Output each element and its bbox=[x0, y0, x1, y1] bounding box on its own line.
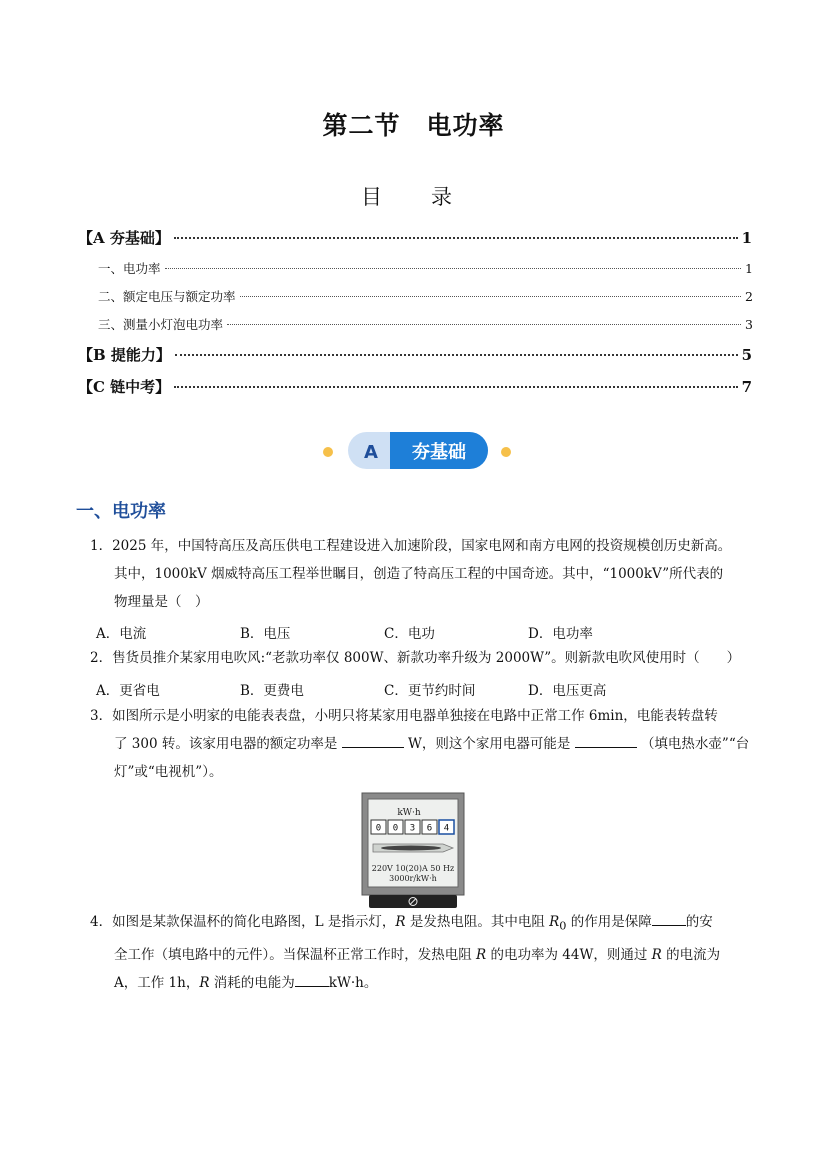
meter-unit: kW·h bbox=[397, 808, 421, 818]
q1-options bbox=[96, 622, 672, 642]
toc-entry-a[interactable] bbox=[78, 227, 752, 248]
q4-text: 的作用是保障 bbox=[566, 914, 652, 930]
badge-text: 夯基础 bbox=[412, 442, 466, 463]
meter-spec-1: 220V 10(20)A 50 Hz bbox=[371, 864, 455, 873]
toc-entry-page: 1 bbox=[741, 229, 752, 247]
q4-text: 的电功率为 44W，则通过 bbox=[486, 946, 652, 963]
q2-options bbox=[96, 679, 672, 699]
toc-entry-page: 1 bbox=[745, 261, 753, 276]
q4-symbol-r: R bbox=[476, 946, 487, 963]
q4-text: kW·h。 bbox=[328, 974, 378, 991]
toc-leader bbox=[240, 296, 742, 297]
q4-symbol-r0: R bbox=[549, 914, 560, 930]
meter-digit: 3 bbox=[409, 823, 416, 834]
q4-subscript: 0 bbox=[559, 919, 567, 933]
q4-symbol-r: R bbox=[651, 946, 662, 963]
question-4 bbox=[90, 908, 754, 997]
toc-entry-page: 7 bbox=[741, 378, 752, 396]
q3-line1: 3．如图所示是小明家的电能表表盘，小明只将某家用电器单独接在电路中正常工作 6min，电能表转盘转 bbox=[90, 708, 718, 724]
toc-entry-2[interactable] bbox=[78, 287, 753, 305]
q3-line2-part2: W，则这个家用电器可能是 bbox=[407, 736, 571, 752]
q2-option-a[interactable]: A．更省电 bbox=[96, 683, 160, 699]
q2-option-c[interactable]: C．更节约时间 bbox=[384, 683, 476, 699]
toc-entry-b[interactable] bbox=[78, 344, 752, 365]
q1-option-a[interactable]: A．电流 bbox=[96, 626, 147, 642]
section-heading: 一、电功率 bbox=[76, 501, 166, 522]
q1-option-d[interactable]: D．电功率 bbox=[528, 626, 593, 642]
toc-entry-label: 一、电功率 bbox=[98, 261, 161, 276]
q2-option-d[interactable]: D．电压更高 bbox=[528, 683, 607, 699]
meter-disc bbox=[381, 846, 441, 851]
meter-digit: 0 bbox=[375, 823, 382, 834]
q4-blank-energy[interactable] bbox=[295, 972, 329, 987]
q4-symbol-r: R bbox=[199, 974, 210, 991]
toc-leader bbox=[175, 354, 738, 356]
q4-text: 的安 bbox=[685, 914, 713, 930]
question-3 bbox=[90, 702, 754, 786]
question-1 bbox=[90, 532, 754, 616]
q4-text: 是发热电阻。其中电阻 bbox=[405, 914, 550, 930]
meter-spec-2: 3000r/kW·h bbox=[389, 874, 437, 883]
q3-line3: 灯”或“电视机”）。 bbox=[114, 764, 223, 780]
q4-symbol-r: R bbox=[395, 914, 406, 930]
toc-entry-label: 【C 链中考】 bbox=[78, 378, 171, 396]
q3-line2-part1: 了 300 转。该家用电器的额定功率是 bbox=[114, 736, 338, 752]
q4-text: 的电流为 bbox=[661, 946, 721, 963]
q4-text: 消耗的电能为 bbox=[209, 974, 295, 991]
toc-entry-label: 三、测量小灯泡电功率 bbox=[98, 317, 224, 332]
q1-line3: 物理量是（ ） bbox=[114, 594, 209, 610]
toc-heading: 目 录 bbox=[361, 185, 466, 209]
toc-entry-c[interactable] bbox=[78, 376, 752, 397]
toc-entry-label: 【B 提能力】 bbox=[78, 346, 171, 364]
section-badge bbox=[262, 430, 572, 472]
q1-line1: 1．2025 年，中国特高压及高压供电工程建设进入加速阶段，国家电网和南方电网的投资规模创历史新高。 bbox=[90, 538, 732, 554]
badge-dot-left bbox=[323, 447, 333, 457]
q4-blank-component[interactable] bbox=[652, 911, 686, 926]
q4-text: A，工作 1h， bbox=[114, 974, 200, 991]
q4-text: 全工作（填电路中的元件）。当保温杯正常工作时，发热电阻 bbox=[114, 946, 477, 963]
q1-option-b[interactable]: B．电压 bbox=[240, 626, 291, 642]
toc-entry-page: 3 bbox=[745, 317, 753, 332]
q4-text: 4．如图是某款保温杯的简化电路图，L 是指示灯， bbox=[90, 914, 396, 930]
q3-line2-part3: （填电热水壶”“台 bbox=[640, 736, 750, 752]
q1-line2: 其中，1000kV 烟威特高压工程举世瞩目，创造了特高压工程的中国奇迹。其中，“1000kV”所代表的 bbox=[114, 566, 724, 582]
badge-letter: A bbox=[364, 442, 378, 463]
meter-digit: 0 bbox=[392, 823, 399, 834]
toc-entry-3[interactable] bbox=[78, 315, 753, 333]
question-2 bbox=[90, 644, 754, 672]
q2-line1: 2．售货员推介某家用电吹风:“老款功率仅 800W、新款功率升级为 2000W”。则新款电吹风使用时（ ） bbox=[90, 650, 741, 666]
meter-digit: 4 bbox=[443, 823, 450, 834]
meter-digit: 6 bbox=[426, 823, 433, 834]
q2-option-b[interactable]: B．更费电 bbox=[240, 683, 304, 699]
toc-entry-page: 2 bbox=[745, 289, 753, 304]
toc-entry-label: 二、额定电压与额定功率 bbox=[98, 289, 236, 304]
toc-entry-label: 【A 夯基础】 bbox=[78, 229, 170, 247]
page-title: 第二节 电功率 bbox=[322, 111, 505, 140]
toc-leader bbox=[174, 386, 737, 388]
toc-leader bbox=[174, 237, 738, 239]
q1-option-c[interactable]: C．电功 bbox=[384, 626, 435, 642]
toc-entry-1[interactable] bbox=[78, 259, 753, 277]
toc-leader bbox=[165, 268, 742, 269]
badge-dot-right bbox=[501, 447, 511, 457]
electric-meter-figure bbox=[361, 792, 465, 910]
toc-entry-page: 5 bbox=[741, 346, 752, 364]
q3-blank-power[interactable] bbox=[342, 733, 404, 748]
toc-leader bbox=[227, 324, 741, 325]
q3-blank-appliance[interactable] bbox=[575, 733, 637, 748]
